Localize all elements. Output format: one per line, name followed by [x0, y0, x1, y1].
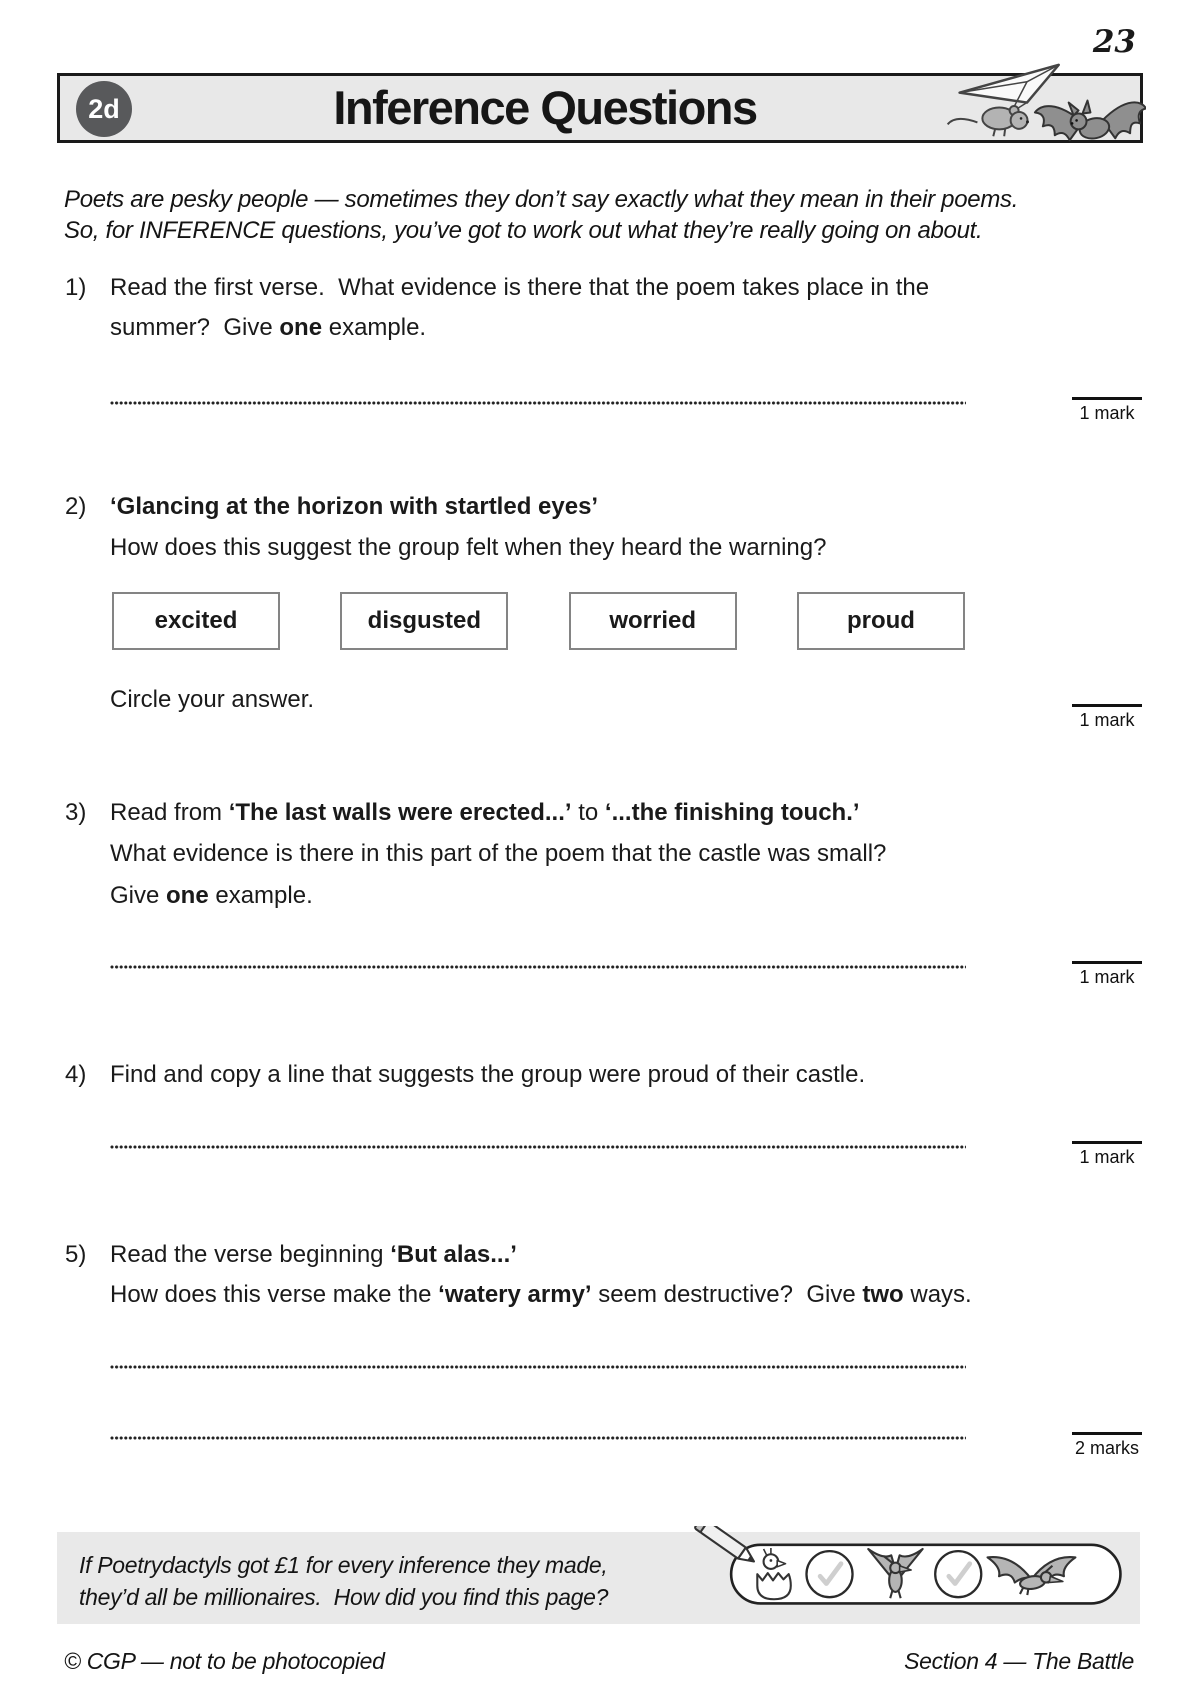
q1-number: 1)	[65, 274, 87, 301]
page-number: 23	[1092, 24, 1136, 60]
q1-line-1: Read the first verse. What evidence is there that the poem takes place in the	[110, 274, 930, 301]
q1-answer-line[interactable]	[110, 401, 966, 405]
page-title: Inference Questions	[333, 81, 757, 134]
header-bar	[57, 73, 1143, 143]
q4-mark-indicator: 1 mark	[1072, 1141, 1142, 1168]
q5-number: 5)	[65, 1241, 87, 1268]
q1-line-2: summer? Give one example.	[110, 314, 427, 341]
q2-options-row	[112, 592, 965, 650]
q3-line-1: Read from ‘The last walls were erected...’ to ‘...the finishing touch.’	[110, 799, 860, 826]
mark-rule	[1072, 704, 1142, 707]
mouse-hang-glider-and-bat-illustration	[908, 58, 1146, 159]
q2-number: 2)	[65, 493, 87, 520]
q3-line-3: Give one example.	[110, 882, 313, 909]
mark-rule	[1072, 961, 1142, 964]
question-set-badge: 2d	[76, 81, 132, 137]
bat-icon	[1035, 101, 1146, 142]
footer-joke-line-1: If Poetrydactyls got £1 for every inference they made,	[79, 1552, 608, 1578]
check-circle-icon[interactable]	[806, 1551, 852, 1597]
q3-answer-line[interactable]	[110, 965, 966, 969]
footer-note-box	[57, 1532, 1140, 1624]
footer-joke-line-2: they’d all be millionaires. How did you find this page?	[79, 1584, 609, 1610]
mark-rule	[1072, 1432, 1142, 1435]
pterodactyl-progress-tracker	[682, 1526, 1134, 1616]
q2-quote-line: ‘Glancing at the horizon with startled eyes’	[110, 493, 599, 520]
q5-line-2: How does this verse make the ‘watery army’ seem destructive? Give two ways.	[110, 1281, 972, 1308]
q3-mark-indicator: 1 mark	[1072, 961, 1142, 988]
hang-glider-mouse-icon	[948, 65, 1059, 136]
q4-line-1: Find and copy a line that suggests the group were proud of their castle.	[110, 1061, 866, 1088]
copyright-notice: © CGP — not to be photocopied	[64, 1648, 385, 1674]
mark-rule	[1072, 397, 1142, 400]
intro-line-2: So, for INFERENCE questions, you’ve got to work out what they’re really going on about.	[64, 217, 983, 244]
option-box-worried[interactable]: worried	[569, 592, 737, 650]
q5-answer-line-1[interactable]	[110, 1365, 966, 1369]
q2-line-2: How does this suggest the group felt when they heard the warning?	[110, 534, 827, 561]
q5-answer-line-2[interactable]	[110, 1436, 966, 1440]
q1-mark-indicator: 1 mark	[1072, 397, 1142, 424]
q4-answer-line[interactable]	[110, 1145, 966, 1149]
q3-number: 3)	[65, 799, 87, 826]
q2-mark-indicator: 1 mark	[1072, 704, 1142, 731]
option-box-disgusted[interactable]: disgusted	[340, 592, 508, 650]
q2-instruction: Circle your answer.	[110, 686, 315, 713]
q5-line-1: Read the verse beginning ‘But alas...’	[110, 1241, 517, 1268]
option-box-excited[interactable]: excited	[112, 592, 280, 650]
check-circle-icon[interactable]	[935, 1551, 981, 1597]
option-box-proud[interactable]: proud	[797, 592, 965, 650]
intro-line-1: Poets are pesky people — sometimes they don’t say exactly what they mean in their poems.	[64, 186, 1019, 213]
q5-mark-indicator: 2 marks	[1072, 1432, 1142, 1459]
section-label: Section 4 — The Battle	[904, 1648, 1134, 1674]
q4-number: 4)	[65, 1061, 87, 1088]
mark-rule	[1072, 1141, 1142, 1144]
q3-line-2: What evidence is there in this part of the poem that the castle was small?	[110, 840, 887, 867]
